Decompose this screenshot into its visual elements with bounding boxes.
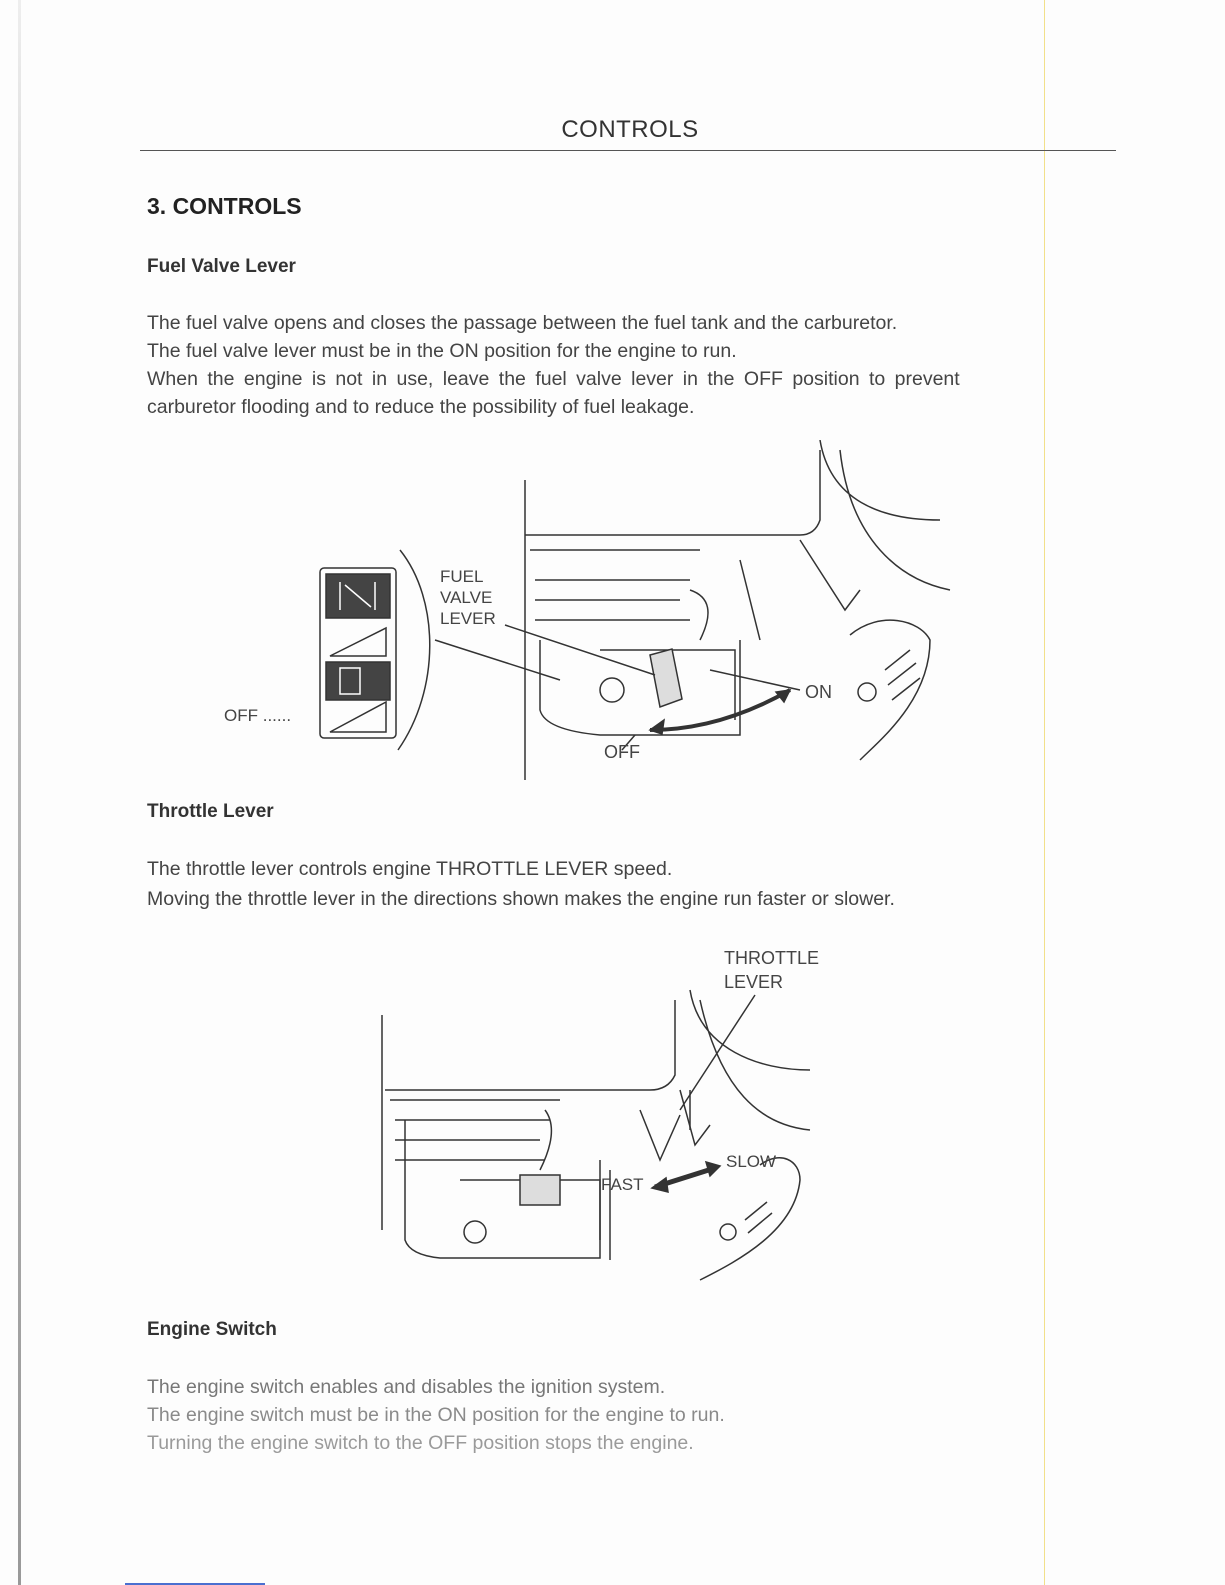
engine-switch-text [147, 1373, 725, 1457]
fuel-valve-callout-1: FUEL [440, 567, 484, 586]
fuel-valve-text [147, 309, 960, 421]
fuel-valve-heading: Fuel Valve Lever [147, 256, 296, 277]
scan-edge [18, 0, 21, 1585]
fuel-valve-callout-2: VALVE [440, 588, 493, 607]
throttle-heading: Throttle Lever [147, 801, 274, 822]
throttle-callout-1: THROTTLE [724, 948, 820, 968]
throttle-text [147, 855, 895, 913]
fast-label: FAST [601, 1175, 644, 1194]
text-line: The engine switch must be in the ON position for the engine to run. [147, 1404, 725, 1426]
scan-artifact-line [1044, 0, 1045, 1585]
on-label: ON [805, 682, 832, 702]
off-label-plate: OFF ...... [224, 706, 292, 725]
text-line: The throttle lever controls engine THROTTLE LEVER speed. [147, 858, 673, 880]
engine-switch-heading: Engine Switch [147, 1319, 277, 1340]
throttle-figure [0, 940, 1000, 1300]
section-title: 3. CONTROLS [147, 193, 302, 219]
text-line: The fuel valve opens and closes the passage between the fuel tank and the carburetor. [147, 312, 898, 334]
text-line: Turning the engine switch to the OFF position stops the engine. [147, 1432, 694, 1454]
text-line: The engine switch enables and disables the ignition system. [147, 1376, 666, 1398]
page-header: CONTROLS [561, 116, 699, 143]
off-label: OFF [604, 742, 640, 762]
fuel-valve-figure [0, 440, 1000, 780]
header-rule [140, 150, 1116, 151]
text-line: carburetor flooding and to reduce the possibility of fuel leakage. [147, 396, 695, 418]
text-line: When the engine is not in use, leave the fuel valve lever in the OFF position to prevent [147, 368, 960, 390]
throttle-callout-2: LEVER [724, 972, 784, 992]
text-line: Moving the throttle lever in the directions shown makes the engine run faster or slower. [147, 888, 895, 910]
text-line: The fuel valve lever must be in the ON position for the engine to run. [147, 340, 737, 362]
slow-label: SLOW [726, 1152, 777, 1171]
fuel-valve-callout-3: LEVER [440, 609, 496, 628]
